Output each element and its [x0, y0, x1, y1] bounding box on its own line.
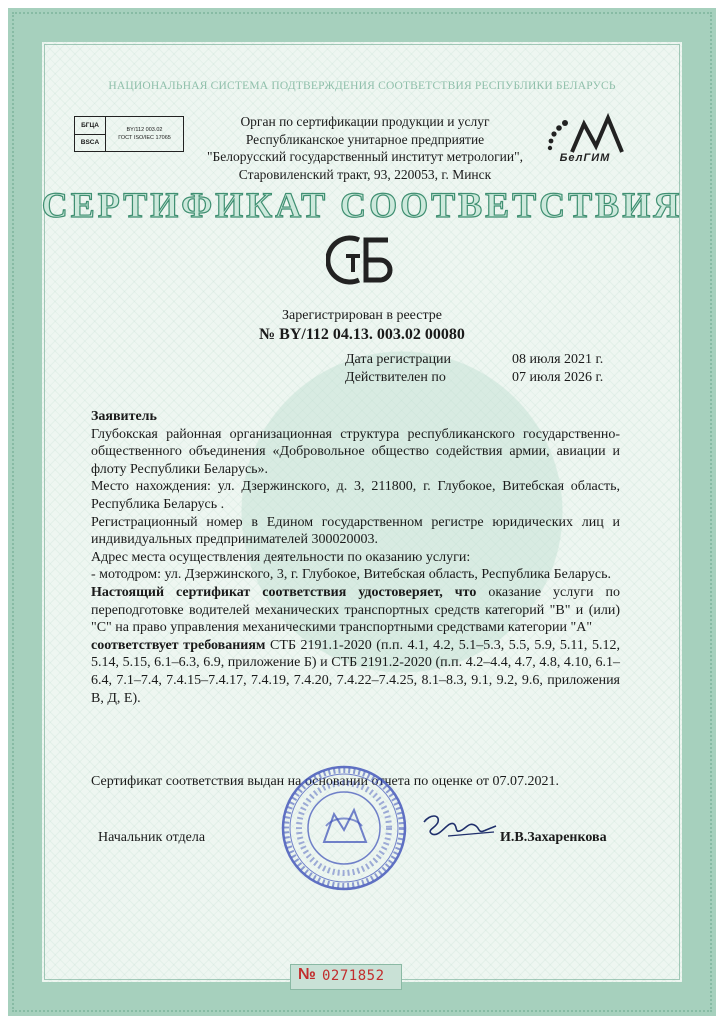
organ-line: Орган по сертификации продукции и услуг: [240, 114, 490, 129]
registry-number: № BY/112 04.13. 003.02 00080: [259, 326, 465, 343]
valid-until-date: 07 июля 2026 г.: [512, 370, 604, 385]
accreditation-number: BY/112 003.02: [126, 127, 163, 133]
organ-line: Старовиленский тракт, 93, 220053, г. Минск: [238, 166, 492, 182]
accreditation-standard: ГОСТ ISO/IEC 17065: [118, 135, 171, 141]
certificate-body: [91, 408, 620, 707]
applicant-name: Глубокская районная организационная структура республиканского государственно-общественного объединения «Добровольное общество содействия армии, авиации и флоту Республики Беларусь».: [91, 426, 620, 477]
service-address-label: Адрес места осуществления деятельности по оказанию услуги:: [91, 549, 471, 565]
certificate-statement: [91, 584, 620, 637]
registration-date-label: Дата регистрации: [345, 352, 452, 367]
accreditation-mark-bottom: BSCA: [80, 139, 100, 147]
signature-icon: [418, 800, 498, 848]
applicant-heading: Заявитель: [91, 409, 157, 424]
statement-bold: Настоящий сертификат соответствия удостоверяет, что: [91, 584, 477, 600]
conformity-text: СТБ 2191.1-2020 (п.п. 4.1, 4.2, 5.1–5.3, 5.5, 5.9, 5.11, 5.12, 5.14, 5.15, 6.1–6.3, 6.9, приложение Б) и СТБ 2191.2-2020 (п.п. 4.2–4.4, 4.7, 4.8, 4.10, 6.1–6.4, 7.1–7.4, 7.4.15–7.4.17, 7.4.19, 7.4.20, 7.4.22–7.4.25, 8.1–8.3, 9.1, 9.2, 9.6, приложения В, Д, Е).: [91, 637, 620, 706]
valid-until-label: Действителен по: [345, 370, 446, 385]
applicant-location: Место нахождения: ул. Дзержинского, д. 3, 211800, г. Глубокое, Витебская область, Республика Беларусь .: [91, 479, 620, 512]
applicant-registration: Регистрационный номер в Едином государственном регистре юридических лиц и индивидуальных предпринимателей 300020003.: [91, 514, 620, 548]
accreditation-mark: [74, 116, 184, 152]
statement-text: оказание услуги по переподготовке водителей механических транспортных средств категорий "В" и (или) "С" на право управления механическими транспортными средствами категории "А": [91, 584, 620, 636]
stb-mark-icon: [326, 232, 398, 288]
registry-label: Зарегистрирован в реестре: [282, 308, 442, 323]
belgim-logo-text: БелГИМ: [559, 152, 611, 164]
serial-number-prefix: №: [298, 966, 316, 983]
official-stamp-icon: [280, 764, 408, 892]
conformity-requirements: [91, 637, 620, 707]
organ-line: Республиканское унитарное предприятие: [245, 131, 485, 147]
signatory-position: Начальник отдела: [98, 830, 206, 845]
accreditation-mark-top: БГЦА: [75, 117, 105, 135]
organ-line: "Белорусский государственный институт метрологии",: [207, 149, 523, 164]
signatory-name: И.В.Захаренкова: [500, 830, 607, 845]
issued-basis-note: Сертификат соответствия выдан на основании отчета по оценке от 07.07.2021.: [91, 774, 560, 789]
certification-organ: [180, 113, 550, 183]
national-system-header: НАЦИОНАЛЬНАЯ СИСТЕМА ПОДТВЕРЖДЕНИЯ СООТВЕТСТВИЯ РЕСПУБЛИКИ БЕЛАРУСЬ: [108, 80, 616, 92]
conformity-bold: соответствует требованиям: [91, 637, 266, 653]
service-address: - мотодром: ул. Дзержинского, 3, г. Глубокое, Витебская область, Республика Беларусь.: [91, 567, 611, 583]
serial-number: 0271852: [322, 968, 385, 984]
registration-date: 08 июля 2021 г.: [512, 352, 604, 367]
certificate-title: СЕРТИФИКАТ СООТВЕТСТВИЯ: [41, 185, 683, 225]
